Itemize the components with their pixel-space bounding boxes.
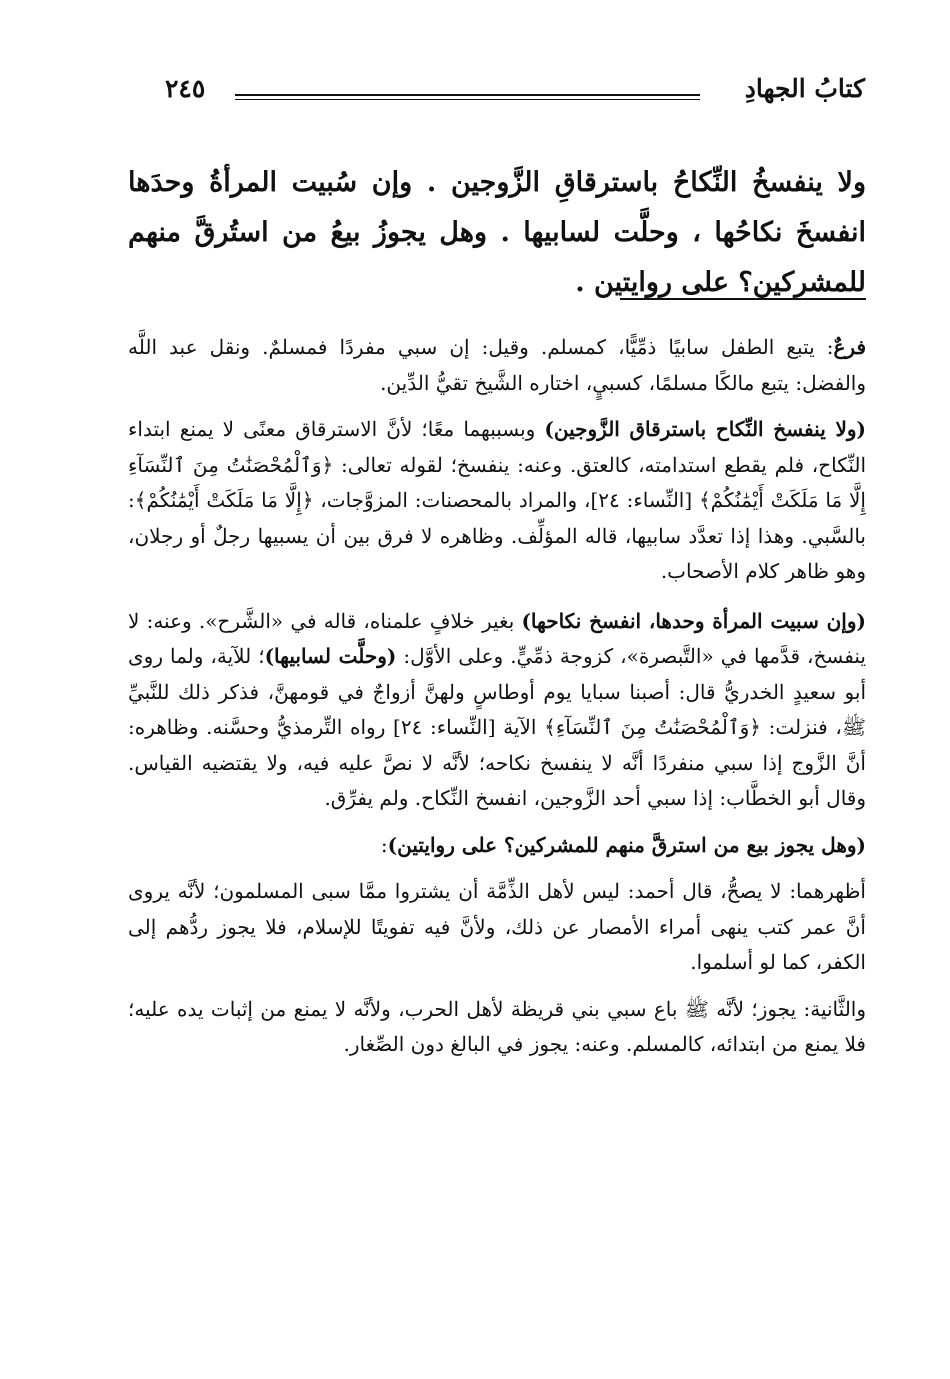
far-heading: فرعٌ — [833, 335, 866, 359]
header-rule — [235, 94, 700, 96]
quoted-matn: (ولا ينفسخ النِّكاح باسترقاق الزَّوجين) — [544, 417, 866, 441]
quoted-matn: (وهل يجوز بيع من استرقَّ منهم للمشركين؟ على روايتين) — [387, 832, 866, 857]
commentary-paragraph-second-narration — [128, 992, 866, 1063]
quoted-matn-2: (وحلَّت لسابيها) — [264, 644, 397, 668]
commentary-paragraph-far — [128, 330, 866, 401]
chapter-title: كتابُ الجهادِ — [744, 74, 865, 103]
paragraph-text: : — [380, 832, 388, 857]
page-number: ٢٤٥ — [165, 74, 206, 103]
running-header — [165, 72, 865, 112]
paragraph-text: : يتبع الطفل سابيًا ذمِّيًّا، كمسلم. وقيل: إن سبي مفردًا فمسلمٌ. ونقل عبد اللَّه والفضل: يتبع مالكًا مسلمًا، كسبيٍ، اختاره الشَّيخ تقيُّ الدِّين. — [128, 335, 866, 395]
paragraph-text: بغير خلافٍ علمناه، قاله في «الشَّرح». وعنه: لا ينفسخ، قدَّمها في «التَّبصرة»، كزوجة ذمِّيٍّ. وعلى الأوَّل: — [128, 608, 866, 668]
paragraph-text: وبسببهما معًا؛ لأنَّ الاسترقاق معنًى لا يمنع ابتداء النِّكاح، فلم يقطع استدامته، كالعتق. وعنه: ينفسخ؛ لقوله تعالى: ﴿وَٱلْمُحْصَنَٰتُ مِنَ ٱلنِّسَآءِ إِلَّا مَا مَلَكَتْ أَيْمَٰنُكُمْ﴾ [النِّساء: ٢٤]، والمراد بالمحصنات: المزوَّجات، ﴿إِلَّا مَا مَلَكَتْ أَيْمَٰنُكُمْ﴾: بالسَّبي. وهذا إذا تعدَّد سابيها، قاله المؤلِّف. وظاهره لا فرق بين أن يسبيها رجلٌ أو رجلان، وهو ظاهر كلام الأصحاب. — [128, 417, 866, 583]
paragraph-text-2: ؛ للآية، ولما روى أبو سعيدٍ الخدريُّ قال: أصبنا سبايا يوم أوطاسٍ ولهنَّ أزواجٌ في قومهنَّ، فذكر ذلك للنَّبيِّ ﷺ، فنزلت: ﴿وَٱلْمُحْصَنَٰتُ مِنَ ٱلنِّسَآءِ﴾ الآية [النِّساء: ٢٤] رواه التِّرمذيُّ وحسَّنه. وظاهره: أنَّ الزَّوج إذا سبي منفردًا أنَّه لا ينفسخ نكاحه؛ لأنَّه لا نصَّ عليه فيه، ولا يقتضيه القياس. وقال أبو الخطَّاب: إذا سبي أحد الزَّوجين، انفسخ النِّكاح. ولم يفرِّق. — [128, 644, 866, 810]
commentary-paragraph-first-narration — [128, 874, 866, 981]
commentary — [128, 330, 866, 1074]
paragraph-text: والثَّانية: يجوز؛ لأنَّه ﷺ باع سبي بني قريظة لأهل الحرب، ولأنَّه لا يمنع من إثبات يده عليه؛ فلا يمنع من ابتدائه، كالمسلم. وعنه: يجوز في البالغ دون الصِّغار. — [128, 996, 866, 1056]
quoted-matn: (وإن سبيت المرأة وحدها، انفسخ نكاحها) — [521, 608, 866, 633]
main-text: ولا ينفسخُ النِّكاحُ باسترقاقِ الزَّوجين . وإن سُبيت المرأةُ وحدَها انفسخَ نكاحُها ، وحلَّت لسابيها . وهل يجوزُ بيعُ من استُرقَّ منهم للمشركين؟ على روايتين . — [128, 167, 866, 298]
commentary-paragraph-marriage — [128, 412, 866, 590]
commentary-heading-sale — [128, 828, 866, 864]
paragraph-text: أظهرهما: لا يصحُّ، قال أحمد: ليس لأهل الذِّمَّة أن يشتروا ممَّا سبى المسلمون؛ لأنَّه يروى أنَّ عمر كتب ينهى أمراء الأمصار عن ذلك، ولأنَّ فيه تفويتًا للإسلام، فلا يجوز ردُّهم إلى الكفر، كما لو أسلموا. — [128, 879, 866, 974]
commentary-paragraph-captive-woman — [128, 604, 866, 817]
main-text-separator — [620, 298, 866, 300]
